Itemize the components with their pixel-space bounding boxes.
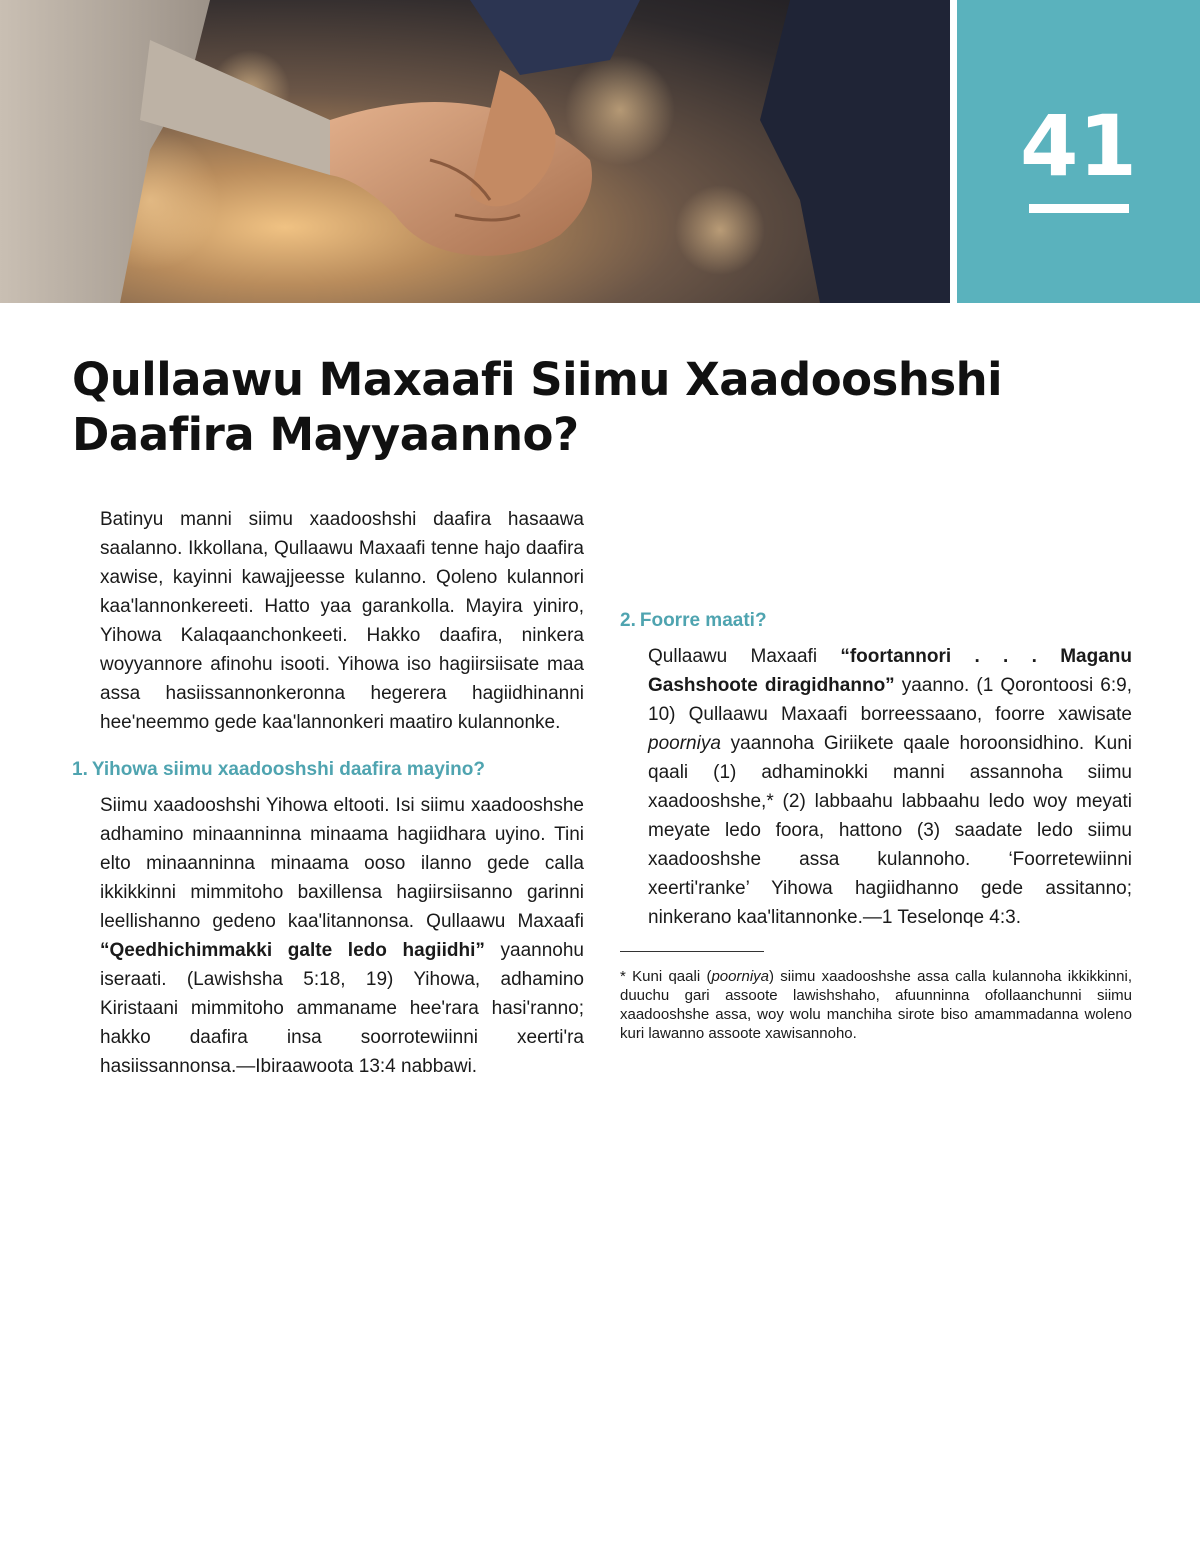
- intro-paragraph: Batinyu manni siimu xaadooshshi daafira hasaawa saalanno. Ikkollana, Qullaawu Maxaafi tenne hajo daafira xawise, kayinni kawajjeesse kulanno. Qoleno kulannori kaa'lannonkereeti. Hatto yaa garankolla. Mayira yiniro, Yihowa Kalaqaanchonkeeti. Hakko daafira, ninkera woyyannore afinohu isooti. Yihowa iso hagiirsiisate maa assa hasiissannonkeronna hegerera hagiidhinanni hee'neemmo gede kaa'lannonkeri maatiro kulannonke.: [100, 509, 584, 733]
- title-line-2: Daafira Mayyaanno?: [72, 408, 579, 461]
- lesson-number-underline: [1029, 204, 1129, 213]
- page-title: [72, 352, 1072, 462]
- lesson-number-box: [957, 0, 1200, 303]
- section-2-heading: [620, 608, 1132, 634]
- section-1-number: 1.: [72, 759, 88, 780]
- section-2-heading-text: Foorre maati?: [639, 610, 767, 631]
- lesson-number: 41: [1020, 97, 1137, 195]
- title-line-1: Qullaawu Maxaafi Siimu Xaadooshshi: [72, 353, 1003, 406]
- section-2-paragraph: [620, 642, 1132, 932]
- section-2-text-a: Qullaawu Maxaafi: [648, 646, 841, 667]
- hero-photo: [0, 0, 950, 303]
- section-1-heading-text: Yihowa siimu xaadooshshi daafira mayino?: [91, 759, 485, 780]
- left-column: [72, 505, 584, 1081]
- footnote-divider: [620, 951, 764, 952]
- section-1-quote: “Qeedhichimmakki galte ledo hagiidhi”: [100, 940, 485, 961]
- footnote-greek-word: poorniya: [711, 968, 769, 985]
- footnote: [620, 967, 1132, 1043]
- section-1-text-b: yaannohu iseraati. (Lawishsha 5:18, 19) Yihowa, adhamino Kiristaani mimmitoho ammaname hee'rara hasi'ranno; hakko daafira insa soorrotewiinni xeerti'ra hasiissannonsa.—Ibiraawoota 13:4 nabbawi.: [100, 940, 584, 1077]
- section-2-number: 2.: [620, 610, 636, 631]
- section-2-greek-word: poorniya: [648, 733, 721, 754]
- section-1-paragraph: [72, 791, 584, 1081]
- section-2-text-b: yaanno. (1 Qorontoosi 6:9, 10) Qullaawu Maxaafi borreessaano, foorre xawisate: [648, 675, 1132, 725]
- section-2-text-c: yaannoha Giriikete qaale horoonsidhino. Kuni qaali (1) adhaminokki manni assannoha siimu xaadooshshe,* (2) labbaahu labbaahu ledo woy meyati meyate ledo foora, hattono (3) saadate ledo siimu xaadooshshe assa kulannoho. ‘Foorretewiinni xeerti'ranke’ Yihowa hagiidhanno gede assitanno; ninkerano kaa'litannonke.—1 Teselonqe 4:3.: [648, 733, 1132, 928]
- section-1-heading: [72, 757, 584, 783]
- section-1-text-a: Siimu xaadooshshi Yihowa eltooti. Isi siimu xaadooshshe adhamino minaanninna minaama hagiidhara uyino. Tini elto minaanninna minaama ooso ilanno gede calla ikkikkinni mimmitoho baxillensa hagiirsiisanno garinni leellishanno gedeno kaa'litannonsa. Qullaawu Maxaafi: [100, 795, 584, 932]
- right-column: [620, 505, 1132, 1043]
- footnote-text-b: ) siimu xaadooshshe assa calla kulannoha ikkikkinni, duuchu gari assoote lawishshaho, afuunninna ofollaanchunni siimu xaadooshshe assa, woy wolu manchiha sirote biso amammadanna woleno kuri lawanno assoote xawisannoho.: [620, 968, 1132, 1042]
- section-2-quote: “foortannori . . . Maganu Gashshoote diragidhanno”: [648, 646, 1132, 696]
- holding-hands-illustration: [0, 0, 950, 303]
- footnote-text-a: * Kuni qaali (: [620, 968, 712, 985]
